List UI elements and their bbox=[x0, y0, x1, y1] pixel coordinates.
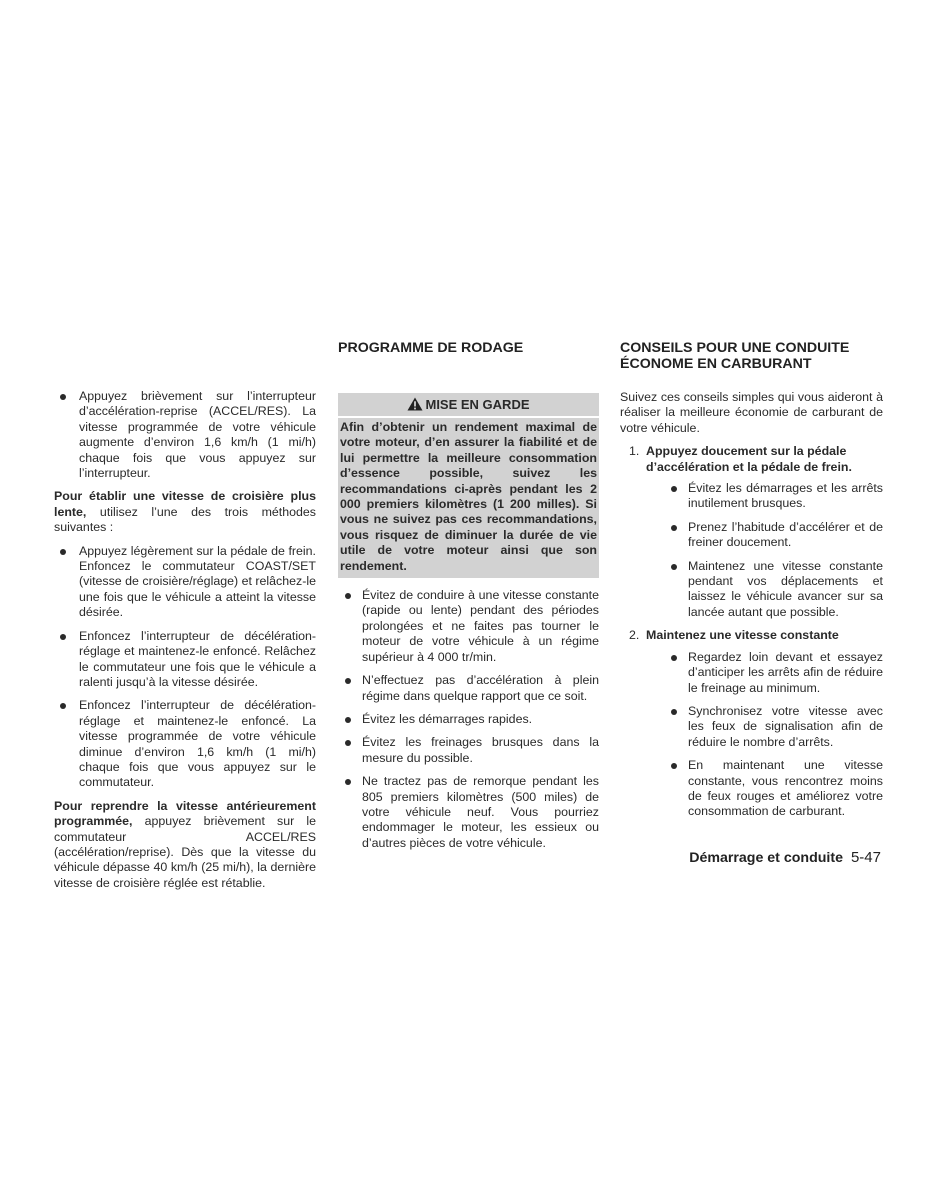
list-item: Prenez l’habitude d’accélérer et de freiner doucement. bbox=[664, 520, 883, 551]
item-title: Maintenez une vitesse constante bbox=[646, 628, 839, 643]
right-column bbox=[620, 340, 883, 828]
section-heading-break-in: PROGRAMME DE RODAGE bbox=[338, 340, 524, 356]
slower-speed-text: utilisez l’une des trois méthodes suivantes : bbox=[54, 504, 316, 535]
list-item: Appuyez brièvement sur l’interrupteur d’accélération-reprise (ACCEL/RES). La vitesse programmée de votre véhicule augmente d’environ 1,6 km/h (1 mi/h) chaque fois que vous appuyez sur l’interrupteur. bbox=[54, 389, 316, 481]
slower-speed-paragraph bbox=[54, 489, 316, 535]
footer-section-title: Démarrage et conduite bbox=[689, 850, 843, 866]
page-footer bbox=[689, 849, 881, 866]
middle-column bbox=[338, 340, 599, 851]
list-item: En maintenant une vitesse constante, vous rencontrez moins de feux rouges et améliorez votre consommation de carburant. bbox=[664, 758, 883, 820]
page-number: 5-47 bbox=[850, 849, 881, 866]
list-item: Évitez les démarrages rapides. bbox=[338, 712, 599, 727]
warning-text: Afin d’obtenir un rendement maximal de votre moteur, d’en assurer la fiabilité et de lui permettre la meilleure consommation d’essence possible, suivez les recommandations ci-après pendant les 2 000 premiers kilomètres (1 200 milles). Si vous ne suivez pas ces recommandations, vous risquez de diminuer la durée de vie utile de votre moteur ainsi que son rendement. bbox=[340, 420, 597, 573]
heading-line: ÉCONOME EN CARBURANT bbox=[620, 356, 812, 372]
item-number: 2. bbox=[629, 628, 640, 643]
resume-speed-paragraph bbox=[54, 799, 316, 891]
left-column bbox=[54, 389, 316, 891]
fuel-economy-intro: Suivez ces conseils simples qui vous aideront à réaliser la meilleure économie de carburant de votre véhicule. bbox=[620, 390, 883, 435]
list-item: Regardez loin devant et essayez d’anticiper les arrêts afin de réduire le freinage au minimum. bbox=[664, 650, 883, 696]
sub-bullet-list bbox=[664, 481, 883, 620]
warning-box bbox=[338, 393, 599, 578]
list-item: Évitez les démarrages et les arrêts inutilement brusques. bbox=[664, 481, 883, 512]
resume-speed-text: appuyez brièvement sur le commutateur ACCEL/RES (accélération/reprise). Dès que la vitesse du véhicule dépasse 40 km/h (25 mi/h), la dernière vitesse de croisière réglée est rétablie. bbox=[54, 814, 316, 890]
list-item: Synchronisez votre vitesse avec les feux de signalisation afin de réduire le nombre d’arrêts. bbox=[664, 704, 883, 750]
list-item: Évitez les freinages brusques dans la mesure du possible. bbox=[338, 735, 599, 766]
item-title: Appuyez doucement sur la pédale d’accélération et la pédale de frein. bbox=[646, 444, 852, 474]
list-item: Ne tractez pas de remorque pendant les 805 premiers kilomètres (500 miles) de votre véhicule neuf. Vous pourriez endommager le moteur, les essieux ou d’autres pièces de votre véhicule. bbox=[338, 774, 599, 851]
warning-title: MISE EN GARDE bbox=[425, 397, 530, 412]
list-item: Enfoncez l’interrupteur de décélération-réglage et maintenez-le enfoncé. Relâchez le commutateur une fois que le véhicule a ralenti jusqu’à la vitesse désirée. bbox=[54, 629, 316, 691]
list-item: Maintenez une vitesse constante pendant vos déplacements et laissez le véhicule avancer sur sa lancée autant que possible. bbox=[664, 559, 883, 621]
intro-bullet-list bbox=[54, 389, 316, 481]
list-item: Appuyez légèrement sur la pédale de frein. Enfoncez le commutateur COAST/SET (vitesse de croisière/réglage) et relâchez-le une fois que le véhicule a atteint la vitesse désirée. bbox=[54, 544, 316, 621]
section-heading-fuel-economy bbox=[620, 340, 883, 372]
sub-bullet-list bbox=[664, 650, 883, 820]
slower-bullet-list bbox=[54, 544, 316, 791]
list-item: Évitez de conduire à une vitesse constante (rapide ou lente) pendant des périodes prolongées et ne faites pas tourner le moteur de votre véhicule à un régime supérieur à 4 000 tr/min. bbox=[338, 588, 599, 665]
slower-speed-lead: Pour établir une vitesse de croisière plus lente, bbox=[54, 489, 316, 519]
warning-triangle-icon bbox=[407, 395, 423, 418]
break-in-bullet-list bbox=[338, 588, 599, 851]
list-item: Enfoncez l’interrupteur de décélération-réglage et maintenez-le enfoncé. La vitesse programmée de votre véhicule diminue d’environ 1,6 km/h (1 mi/h) chaque fois que vous appuyez sur le commutateur. bbox=[54, 698, 316, 790]
heading-line: CONSEILS POUR UNE CONDUITE bbox=[620, 340, 850, 356]
resume-speed-lead: Pour reprendre la vitesse antérieurement programmée, bbox=[54, 798, 316, 829]
warning-header bbox=[338, 393, 599, 416]
numbered-item bbox=[620, 444, 883, 620]
item-number: 1. bbox=[629, 444, 640, 459]
numbered-item bbox=[620, 628, 883, 819]
list-item: N’effectuez pas d’accélération à plein régime dans quelque rapport que ce soit. bbox=[338, 673, 599, 704]
